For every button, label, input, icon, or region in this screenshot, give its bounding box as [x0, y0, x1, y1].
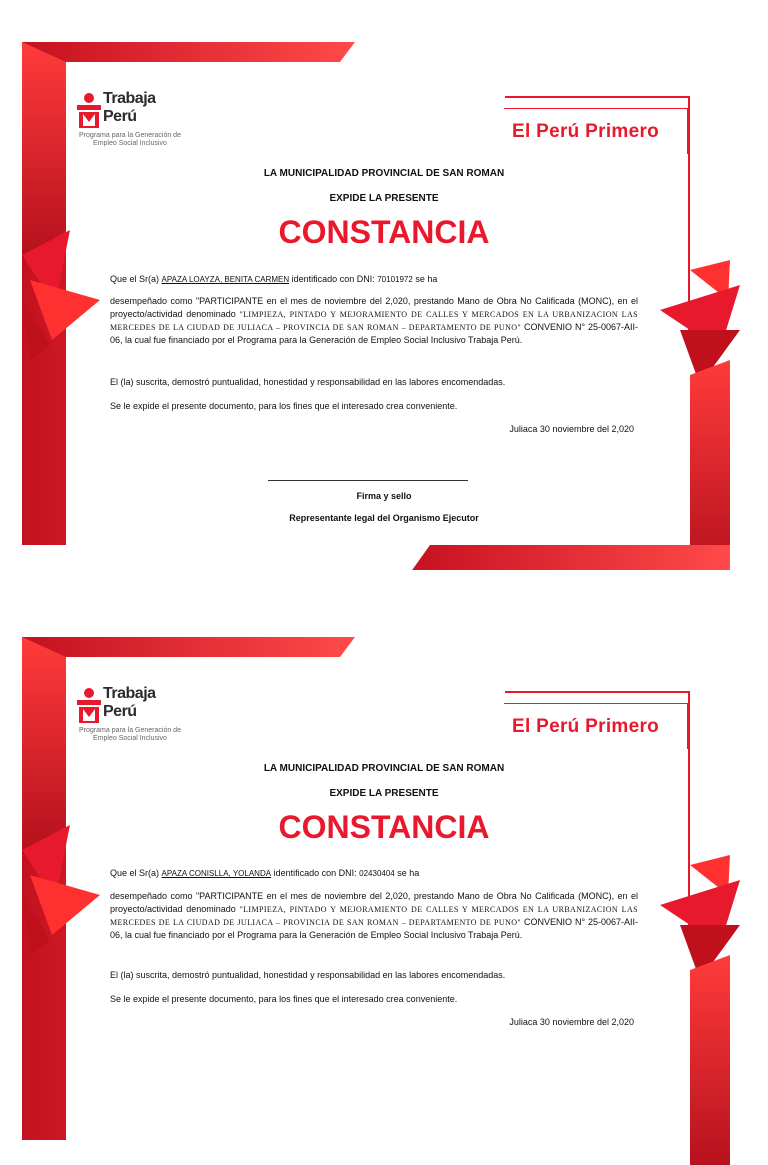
- intro-line: [110, 273, 638, 286]
- certificate-title: CONSTANCIA: [278, 214, 490, 250]
- trabaja-peru-icon: [75, 687, 103, 725]
- body-paragraph: [110, 890, 638, 942]
- dni-value: 70101972: [377, 275, 413, 284]
- issue-date: Juliaca 30 noviembre del 2,020: [509, 424, 634, 434]
- trabaja-peru-subtitle: Programa para la Generación de Empleo Social Inclusivo: [79, 727, 181, 742]
- body-part-a: desempeñado como "PARTICIPANTE en el mes de noviembre del 2,020, prestando Mano de Obra No Calificada (MONC), en el proyecto/actividad denominado: [110, 891, 638, 914]
- el-peru-primero-logo: [504, 108, 688, 154]
- paragraph-3: Se le expide el presente documento, para los fines que el interesado crea conveniente.: [110, 401, 458, 411]
- trabaja-peru-subtitle: Programa para la Generación de Empleo Social Inclusivo: [79, 132, 181, 147]
- se-ha: se ha: [415, 274, 438, 284]
- project-name: "LIMPIEZA, PINTADO Y MEJORAMIENTO DE CALLES Y MERCADOS EN LA URBANIZACION LAS MERCEDES DE LA CIUDAD DE JULIACA – PROVINCIA DE SAN ROMAN – DEPARTAMENTO DE PUNO": [110, 310, 638, 332]
- body-paragraph: [110, 295, 638, 347]
- issuer: LA MUNICIPALIDAD PROVINCIAL DE SAN ROMAN: [263, 763, 505, 774]
- expide-heading: EXPIDE LA PRESENTE: [329, 788, 439, 799]
- issuer: LA MUNICIPALIDAD PROVINCIAL DE SAN ROMAN: [263, 168, 505, 179]
- signature-line: [268, 480, 468, 481]
- decorative-frame: [0, 595, 768, 1165]
- certificate-title: CONSTANCIA: [278, 809, 490, 845]
- intro-line: [110, 867, 638, 880]
- dni-label: identificado con DNI:: [291, 274, 375, 284]
- certificate-1: [0, 0, 768, 570]
- signature-label: Firma y sello: [356, 491, 412, 501]
- signer-title: Representante legal del Organismo Ejecutor: [289, 513, 479, 523]
- se-ha: se ha: [397, 868, 420, 878]
- participant-name: APAZA CONISLLA, YOLANDA: [161, 869, 272, 878]
- trabaja-peru-title: Trabaja Perú: [103, 685, 156, 720]
- body-part-b: CONVENIO N° 25-0067-AII-06, la cual fue financiado por el Programa para la Generación de Empleo Social Inclusivo Trabaja Perú.: [110, 917, 638, 940]
- project-name: "LIMPIEZA, PINTADO Y MEJORAMIENTO DE CALLES Y MERCADOS EN LA URBANIZACION LAS MERCEDES DE LA CIUDAD DE JULIACA – PROVINCIA DE SAN ROMAN – DEPARTAMENTO DE PUNO": [110, 905, 638, 927]
- paragraph-2: El (la) suscrita, demostró puntualidad, honestidad y responsabilidad en las labores encomendadas.: [110, 970, 506, 980]
- dni-label: identificado con DNI:: [273, 868, 357, 878]
- expide-heading: EXPIDE LA PRESENTE: [329, 193, 439, 204]
- paragraph-2: El (la) suscrita, demostró puntualidad, honestidad y responsabilidad en las labores encomendadas.: [110, 377, 506, 387]
- paragraph-3: Se le expide el presente documento, para los fines que el interesado crea conveniente.: [110, 994, 458, 1004]
- intro-prefix: Que el Sr(a): [110, 868, 160, 878]
- trabaja-peru-logo: [75, 685, 195, 745]
- certificate-2: [0, 595, 768, 1165]
- trabaja-peru-title: Trabaja Perú: [103, 90, 156, 125]
- intro-prefix: Que el Sr(a): [110, 274, 160, 284]
- trabaja-peru-logo: [75, 90, 195, 150]
- dni-value: 02430404: [359, 869, 395, 878]
- issue-date: Juliaca 30 noviembre del 2,020: [509, 1017, 634, 1027]
- el-peru-primero-logo: [504, 703, 688, 749]
- el-peru-primero-text: El Perú Primero: [512, 121, 660, 142]
- body-part-b: CONVENIO N° 25-0067-AII-06, la cual fue financiado por el Programa para la Generación de Empleo Social Inclusivo Trabaja Perú.: [110, 322, 638, 345]
- trabaja-peru-icon: [75, 92, 103, 130]
- body-part-a: desempeñado como "PARTICIPANTE en el mes de noviembre del 2,020, prestando Mano de Obra No Calificada (MONC), en el proyecto/actividad denominado: [110, 296, 638, 319]
- participant-name: APAZA LOAYZA, BENITA CARMEN: [161, 275, 290, 284]
- el-peru-primero-text: El Perú Primero: [512, 716, 660, 737]
